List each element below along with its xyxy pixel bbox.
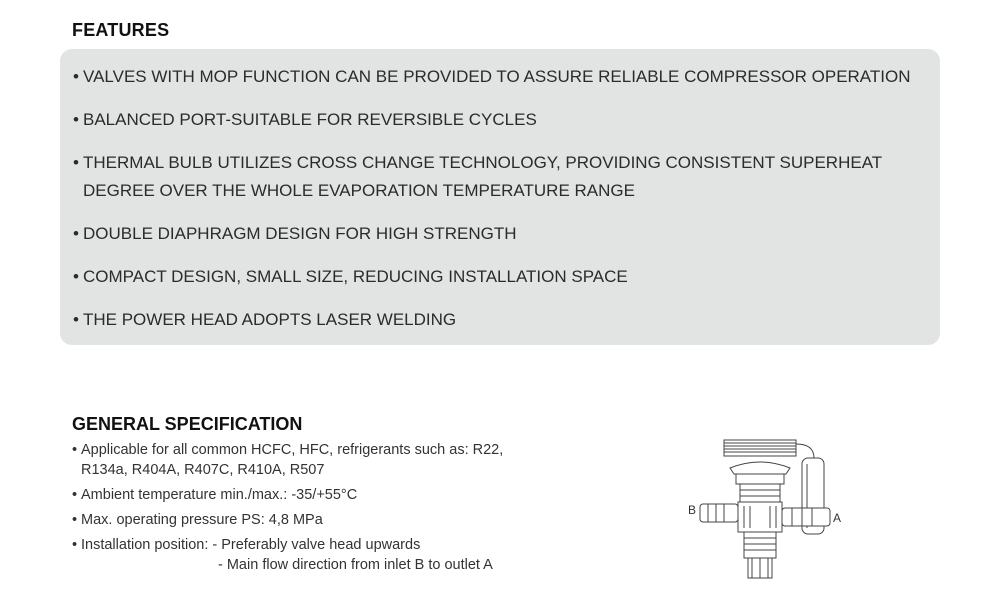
list-item <box>72 510 542 530</box>
inlet-label: B <box>688 503 697 517</box>
list-subitem <box>72 555 542 575</box>
list-item <box>73 306 923 334</box>
feature-text: THE POWER HEAD ADOPTS LASER WELDING <box>83 310 457 329</box>
spec-text: Ambient temperature min./max.: -35/+55°C <box>81 487 358 503</box>
spec-text: Max. operating pressure PS: 4,8 MPa <box>81 512 323 528</box>
outlet-label: A <box>833 511 842 525</box>
bullet: • <box>73 310 79 329</box>
bullet: • <box>73 224 79 243</box>
bullet: • <box>73 110 79 129</box>
valve-body <box>738 502 782 532</box>
feature-text: BALANCED PORT-SUITABLE FOR REVERSIBLE CYCLES <box>83 110 537 129</box>
spec-heading: GENERAL SPECIFICATION <box>72 414 303 434</box>
expansion-valve-drawing <box>680 430 850 590</box>
power-head <box>730 462 790 502</box>
list-item <box>72 535 542 555</box>
features-panel <box>60 49 940 345</box>
spec-list <box>72 440 542 580</box>
spec-text: Applicable for all common HCFC, HFC, refrigerants such as: R22, R134a, R404A, R407C, R410A, R507 <box>81 442 504 478</box>
inlet-fitting <box>700 504 738 522</box>
list-item <box>73 149 923 205</box>
feature-text: COMPACT DESIGN, SMALL SIZE, REDUCING INSTALLATION SPACE <box>83 267 628 286</box>
bullet: • <box>73 153 79 172</box>
list-item <box>73 220 923 248</box>
bullet: • <box>72 512 78 528</box>
list-item <box>72 440 542 480</box>
list-item <box>73 106 923 134</box>
capillary-coil <box>724 440 814 458</box>
feature-text: DOUBLE DIAPHRAGM DESIGN FOR HIGH STRENGTH <box>83 224 517 243</box>
bullet: • <box>72 537 78 553</box>
spec-text: Installation position: - Preferably valve head upwards <box>81 537 421 553</box>
bullet: • <box>72 487 78 503</box>
features-heading: FEATURES <box>72 20 170 40</box>
bullet: • <box>72 442 78 458</box>
adjustment-stem <box>744 532 776 578</box>
list-item <box>72 485 542 505</box>
features-list <box>73 63 923 349</box>
feature-text: VALVES WITH MOP FUNCTION CAN BE PROVIDED TO ASSURE RELIABLE COMPRESSOR OPERATION <box>83 67 911 86</box>
bullet: • <box>73 67 79 86</box>
bullet: • <box>73 267 79 286</box>
spec-subtext: - Main flow direction from inlet B to outlet A <box>218 557 493 573</box>
list-item <box>73 63 923 91</box>
list-item <box>73 263 923 291</box>
feature-text: THERMAL BULB UTILIZES CROSS CHANGE TECHNOLOGY, PROVIDING CONSISTENT SUPERHEAT DEGREE OVER THE WHOLE EVAPORATION TEMPERATURE RANGE <box>83 153 882 200</box>
outlet-fitting <box>782 508 830 526</box>
